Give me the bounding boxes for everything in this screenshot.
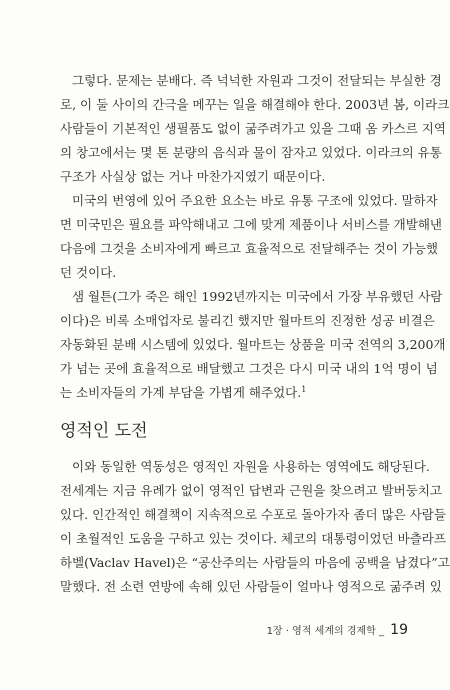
body-text-line: 가 넘는 곳에 효율적으로 배달했고 그것은 다시 미국 내의 1억 명이 넘 (60, 361, 438, 376)
body-text-line: 이와 동일한 역동성은 영적인 자원을 사용하는 영역에도 해당된다. (72, 459, 430, 474)
body-text-line: 면 미국민은 필요를 파악해내고 그에 맞게 제품이나 서비스를 개발해낸 (60, 217, 442, 232)
body-text-line: 로, 이 둘 사이의 간극을 메꾸는 일을 해결해야 한다. 2003년 봄, 이라크 (60, 97, 450, 112)
body-text-line: 샘 월튼(그가 죽은 해인 1992년까지는 미국에서 가장 부유했던 사람 (72, 289, 443, 304)
body-text-line: 전세계는 지금 유례가 없이 영적인 답변과 근원을 찾으려고 발버둥치고 (60, 483, 442, 498)
footnote-marker: 1 (301, 384, 307, 394)
section-heading: 영적인 도전 (60, 421, 148, 441)
body-text-line: 있다. 인간적인 해결책이 지속적으로 수포로 돌아가자 좀더 많은 사람들 (60, 507, 446, 522)
page-number: 19 (390, 622, 408, 638)
footer-chapter: 1장 (266, 626, 283, 637)
body-text-line: 하벨(Vaclav Havel)은 “공산주의는 사람들의 마음에 공백을 남겼다”고 (60, 555, 450, 570)
running-footer (267, 622, 408, 638)
body-text-line: 이 초월적인 도움을 구하고 있는 것이다. 체코의 대통령이었던 바츨라프 (60, 531, 446, 546)
body-text-line: 자동화된 분배 시스템에 있었다. 월마트는 상품을 미국 전역의 3,200개 (60, 337, 446, 352)
body-text-line: 다음에 그것을 소비자에게 빠르고 효율적으로 전달해주는 것이 가능했 (60, 241, 438, 256)
body-text-line: 사람들이 기본적인 생필품도 없이 굶주려가고 있을 그때 옴 카스르 지역 (60, 121, 446, 136)
footer-dash: _ (378, 626, 384, 637)
body-text-line: 말했다. 전 소련 연방에 속해 있던 사람들이 얼마나 영적으로 굶주려 있 (60, 579, 442, 594)
body-text-line: 구조가 사실상 없는 거나 마찬가지였기 때문이다. (60, 169, 326, 184)
body-text-line: 이다)은 비록 소매업자로 불리긴 했지만 월마트의 진정한 성공 비결은 (60, 313, 435, 328)
body-text-line: 의 창고에서는 몇 톤 분량의 음식과 물이 잠자고 있었다. 이라크의 유통 (60, 145, 442, 160)
body-text-line-last (60, 384, 410, 401)
body-text-line: 미국의 번영에 있어 주요한 요소는 바로 유통 구조에 있었다. 말하자 (72, 193, 438, 208)
body-text-line: 던 것이다. (60, 265, 117, 280)
footer-title: 영적 세계의 경제학 (292, 626, 376, 637)
body-text-line: 그렇다. 문제는 분배다. 즉 넉넉한 자원과 그것이 전달되는 부실한 경 (72, 73, 442, 88)
body-text: 는 소비자들의 가계 부담을 가볍게 해주었다. (60, 385, 302, 400)
footer-separator: · (285, 626, 289, 637)
